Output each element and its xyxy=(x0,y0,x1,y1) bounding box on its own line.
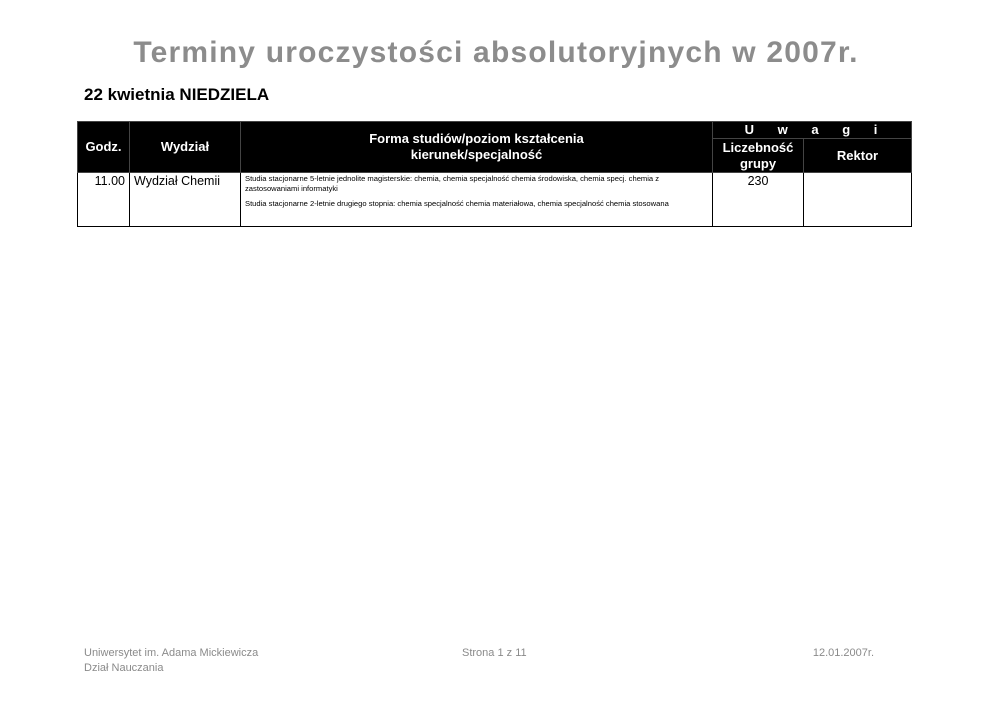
footer-page-number: Strona 1 z 11 xyxy=(462,647,527,659)
header-form-of-study xyxy=(241,122,713,173)
header-rector: Rektor xyxy=(804,139,912,173)
table-row xyxy=(78,173,912,227)
schedule-table xyxy=(77,121,912,227)
footer-department: Dział Nauczania xyxy=(84,662,164,674)
row-group-size: 230 xyxy=(713,173,804,227)
row-programs xyxy=(241,173,713,227)
header-form-line2: kierunek/specjalność xyxy=(410,147,543,162)
header-group-size: Liczebność grupy xyxy=(713,139,804,173)
row-rector xyxy=(804,173,912,227)
row-hour: 11.00 xyxy=(78,173,130,227)
header-hour: Godz. xyxy=(78,122,130,173)
header-remarks: U w a g i xyxy=(713,122,912,139)
header-faculty: Wydział xyxy=(130,122,241,173)
date-heading: 22 kwietnia NIEDZIELA xyxy=(84,85,270,104)
footer-institution-name: Uniwersytet im. Adama Mickiewicza xyxy=(84,647,259,659)
program-entry: Studia stacjonarne 5-letnie jednolite magisterskie: chemia, chemia specjalność chemia środowiska, chemia specj. chemia z zastosowaniami informatyki xyxy=(245,174,660,193)
footer-date: 12.01.2007r. xyxy=(812,647,874,659)
footer-institution xyxy=(84,646,258,676)
program-entry: Studia stacjonarne 2-letnie drugiego stopnia: chemia specjalność chemia materiałowa, chemia specjalność chemia stosowana xyxy=(245,199,669,208)
header-form-line1: Forma studiów/poziom kształcenia xyxy=(369,131,584,146)
page-title: Terminy uroczystości absolutoryjnych w 2007r. xyxy=(133,36,859,69)
row-faculty: Wydział Chemii xyxy=(130,173,241,227)
